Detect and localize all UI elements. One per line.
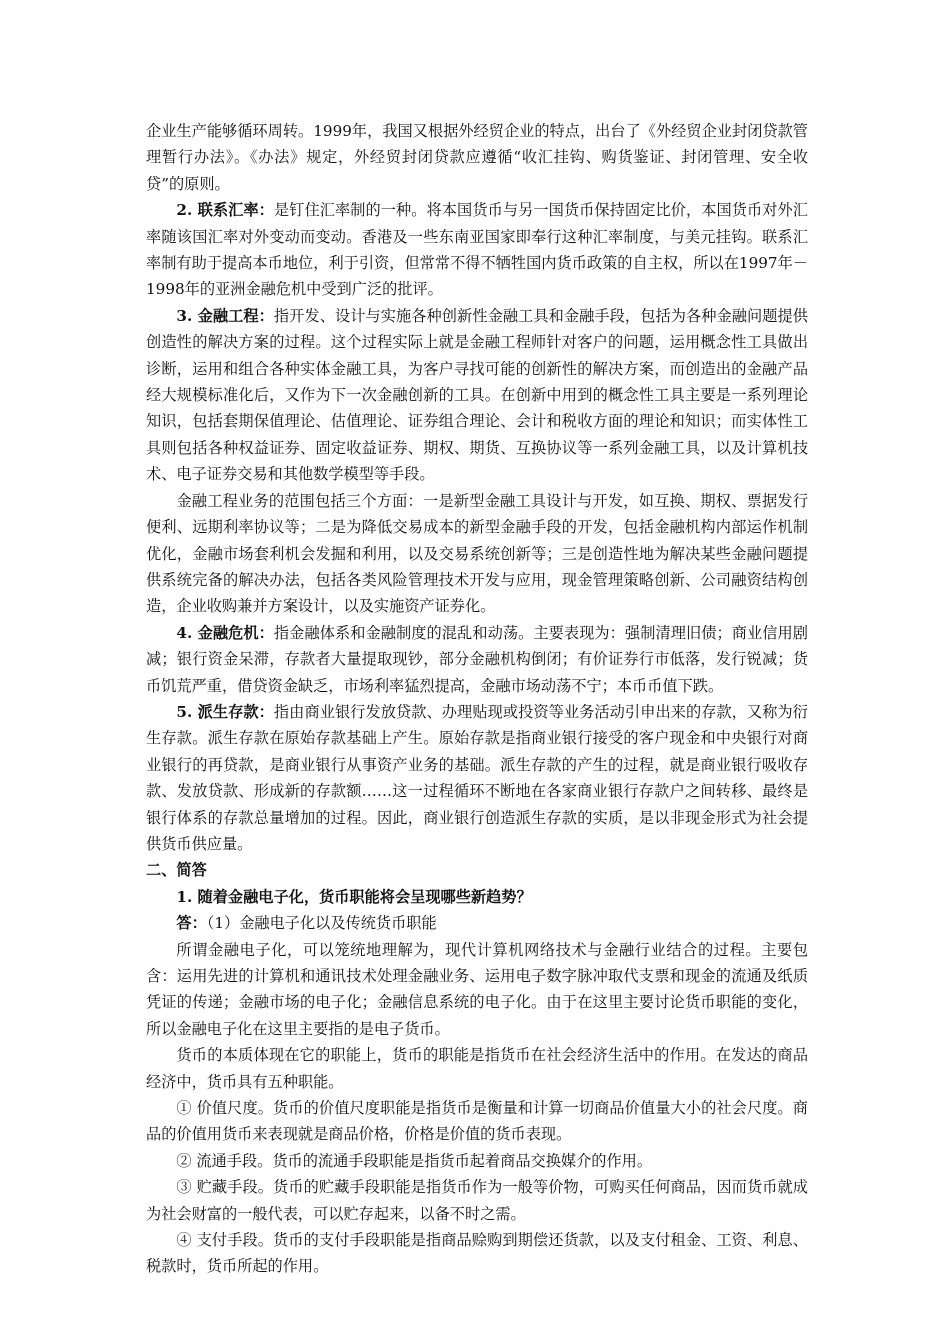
term-label: 2. 联系汇率： bbox=[176, 201, 274, 220]
function-item: ② 流通手段。货币的流通手段职能是指货币起着商品交换媒介的作用。 bbox=[176, 1151, 653, 1170]
term-definition: 指金融体系和金融制度的混乱和动荡。主要表现为：强制清理旧债；商业信用剧减；银行资金呆滞，存款者大量提取现钞，部分金融机构倒闭；有价证券行市低落，发行锐减；货币饥荒严重，借贷资金缺乏，市场利率猛烈提高，金融市场动荡不宁；本币币值下跌。 bbox=[146, 623, 808, 695]
term-definition: 指开发、设计与实施各种创新性金融工具和金融手段，包括为各种金融问题提供创造性的解决方案的过程。这个过程实际上就是金融工程师针对客户的问题，运用概念性工具做出诊断，运用和组合各种实体金融工具，为客户寻找可能的创新性的解决方案，而创造出的金融产品经大规模标准化后，又作为下一次金融创新的工具。在创新中用到的概念性工具主要是一系列理论知识，包括套期保值理论、估值理论、证券组合理论、会计和税收方面的理论和知识；而实体性工具则包括各种权益证券、固定收益证券、期权、期货、互换协议等一系列金融工具，以及计算机技术、电子证券交易和其他数学模型等手段。 bbox=[146, 306, 808, 484]
term-label: 4. 金融危机： bbox=[176, 623, 274, 642]
term-definition: 指由商业银行发放贷款、办理贴现或投资等业务活动引申出来的存款，又称为衍生存款。派生存款在原始存款基础上产生。原始存款是指商业银行接受的客户现金和中央银行对商业银行的再贷款，是商业银行从事资产业务的基础。派生存款的产生的过程，就是商业银行吸收存款、发放贷款、形成新的存款额……这一过程循环不断地在各家商业银行存款户之间转移、最终是银行体系的存款总量增加的过程。因此，商业银行创造派生存款的实质，是以非现金形式为社会提供货币供应量。 bbox=[146, 702, 808, 853]
function-item: ③ 贮藏手段。货币的贮藏手段职能是指货币作为一般等价物，可购买任何商品，因而货币就成为社会财富的一般代表，可以贮存起来，以备不时之需。 bbox=[146, 1178, 808, 1223]
term-label: 3. 金融工程： bbox=[176, 306, 274, 325]
section-heading: 二、简答 bbox=[146, 861, 207, 880]
answer-label: 答： bbox=[176, 914, 207, 933]
paragraph-scope: 金融工程业务的范围包括三个方面：一是新型金融工具设计与开发，如互换、期权、票据发行便利、远期利率协议等；二是为降低交易成本的新型金融手段的开发，包括金融机构内部运作机制优化，金融市场套利机会发掘和利用，以及交易系统创新等；三是创造性地为解决某些金融问题提供系统完备的解决办法，包括各类风险管理技术开发与应用，现金管理策略创新、公司融资结构创造，企业收购兼并方案设计，以及实施资产证券化。 bbox=[146, 491, 808, 616]
term-item-linked-exchange-rate bbox=[146, 197, 808, 303]
paragraph-electronic-finance: 所谓金融电子化，可以笼统地理解为，现代计算机网络技术与金融行业结合的过程。主要包含：运用先进的计算机和通讯技术处理金融业务、运用电子数字脉冲取代支票和现金的流通及纸质凭证的传递；金融市场的电子化；金融信息系统的电子化。由于在这里主要讨论货币职能的变化，所以金融电子化在这里主要指的是电子货币。 bbox=[146, 940, 808, 1038]
term-definition: 是钉住汇率制的一种。将本国货币与另一国货币保持固定比价，本国货币对外汇率随该国汇率对外变动而变动。香港及一些东南亚国家即奉行这种汇率制度，与美元挂钩。联系汇率制有助于提高本币地位，利于引资，但常常不得不牺牲国内货币政策的自主权，所以在1997年－1998年的亚洲金融危机中受到广泛的批评。 bbox=[146, 201, 808, 299]
paragraph-money-functions: 货币的本质体现在它的职能上，货币的职能是指货币在社会经济生活中的作用。在发达的商品经济中，货币具有五种职能。 bbox=[146, 1046, 808, 1091]
function-item: ① 价值尺度。货币的价值尺度职能是指货币是衡量和计算一切商品价值量大小的社会尺度。商品的价值用货币来表现就是商品价格，价格是价值的货币表现。 bbox=[146, 1099, 808, 1144]
paragraph-continuation: 企业生产能够循环周转。1999年，我国又根据外经贸企业的特点，出台了《外经贸企业封闭贷款管理暂行办法》。《办法》规定，外经贸封闭贷款应遵循“收汇挂钩、购货鉴证、封闭管理、安全收贷”的原则。 bbox=[146, 122, 808, 193]
function-item: ④ 支付手段。货币的支付手段职能是指商品赊购到期偿还货款，以及支付租金、工资、利息、税款时，货币所起的作用。 bbox=[146, 1231, 808, 1276]
answer-line bbox=[146, 910, 808, 936]
term-label: 5. 派生存款： bbox=[176, 702, 274, 721]
term-item-financial-engineering bbox=[146, 303, 808, 488]
document-body bbox=[146, 118, 808, 1280]
term-item-financial-crisis bbox=[146, 620, 808, 699]
answer-subheading: （1）金融电子化以及传统货币职能 bbox=[206, 914, 437, 933]
question-heading: 1. 随着金融电子化，货币职能将会呈现哪些新趋势？ bbox=[176, 887, 532, 906]
term-item-derivative-deposit bbox=[146, 699, 808, 857]
